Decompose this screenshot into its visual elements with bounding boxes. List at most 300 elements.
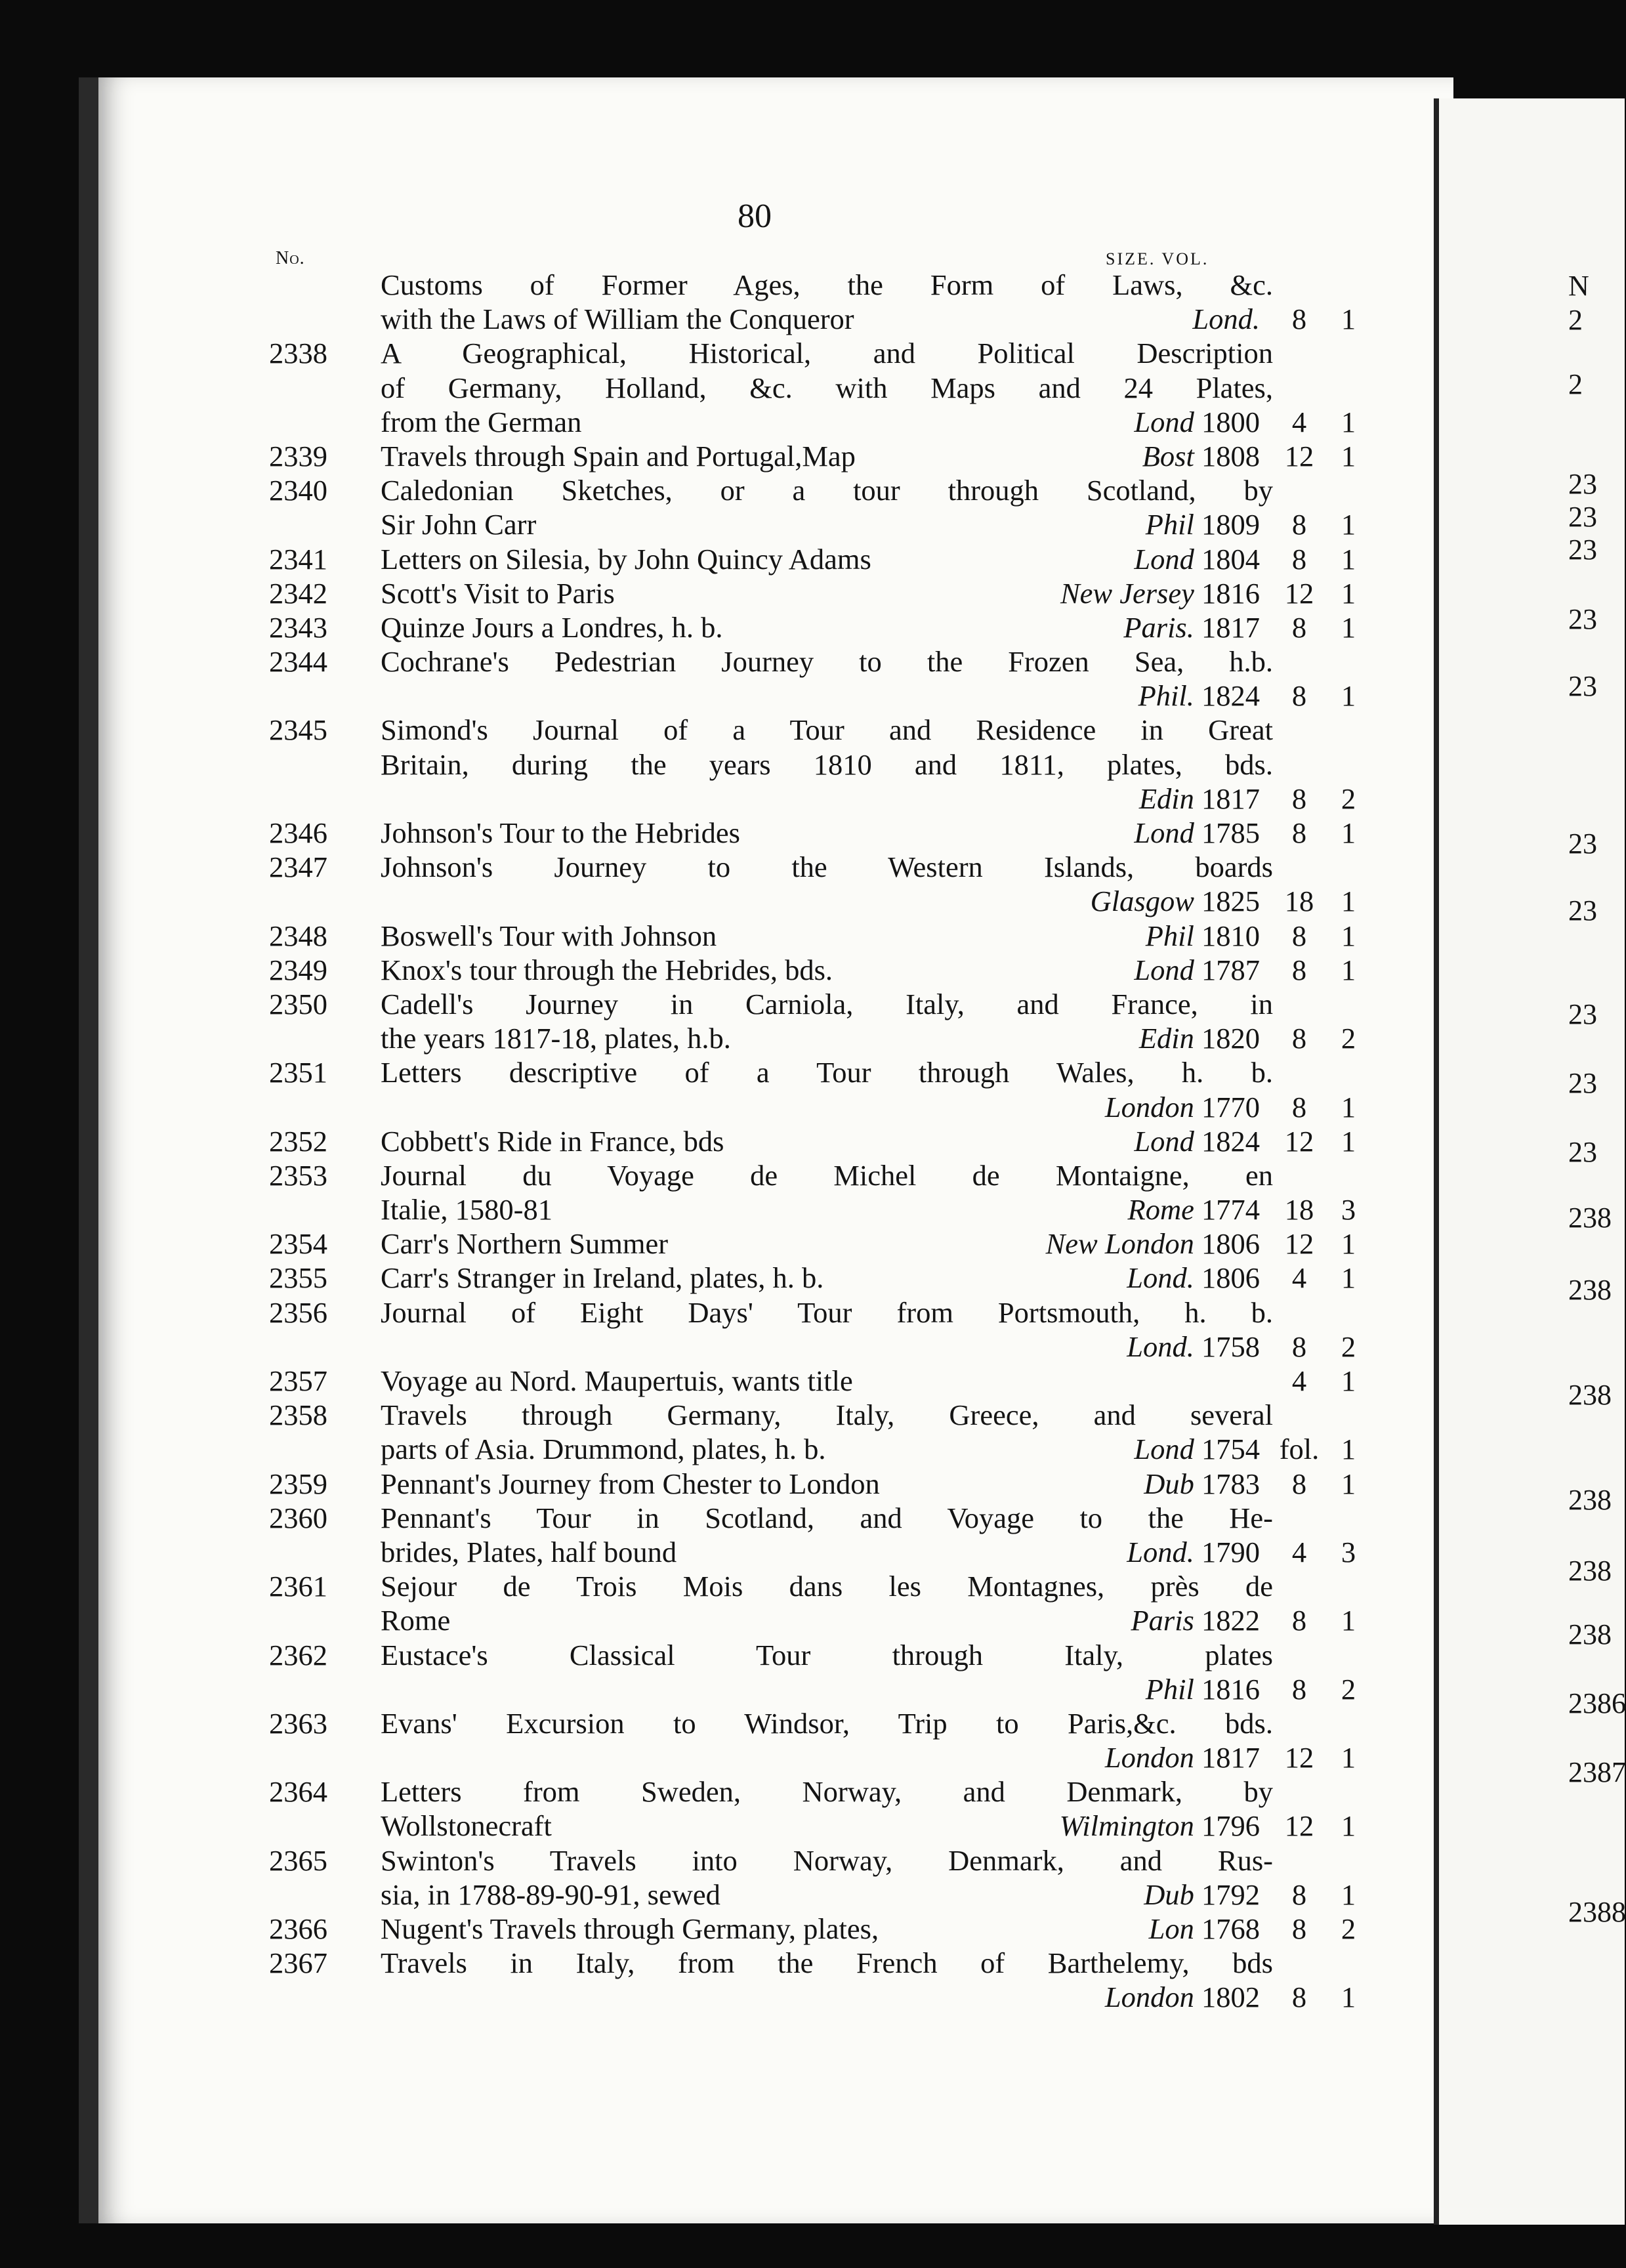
entry-volumes: 1 — [1341, 1090, 1356, 1124]
entry-line — [269, 1740, 1356, 1774]
right-page-entry-number: 23 — [1568, 998, 1597, 1030]
entry-title-line: Travels through Spain and Portugal,Map — [381, 439, 856, 472]
entry-imprint — [801, 1124, 1260, 1158]
entry-year: 1790 — [1194, 1535, 1260, 1568]
catalogue-entry — [269, 987, 1356, 1055]
entry-imprint — [801, 1535, 1260, 1569]
entry-number: 2366 — [269, 1912, 327, 1945]
entry-size: 8 — [1291, 1981, 1307, 2014]
right-page-entry-number: 23 — [1568, 828, 1597, 860]
entry-title-line: Swinton's Travels into Norway, Denmark, and Rus- — [381, 1843, 1273, 1877]
entry-volumes: 2 — [1341, 782, 1356, 815]
entry-number: 2341 — [269, 542, 327, 576]
entry-line — [269, 1021, 1356, 1055]
entry-volumes: 1 — [1341, 885, 1356, 918]
entry-place: Wilmington — [1059, 1809, 1194, 1843]
entry-volumes: 2 — [1341, 1912, 1356, 1945]
entry-place: Paris — [1131, 1604, 1194, 1637]
entry-size: 8 — [1291, 1912, 1307, 1945]
entry-volumes: 1 — [1341, 576, 1356, 610]
entry-volumes: 1 — [1341, 1981, 1356, 2014]
entry-imprint — [801, 1227, 1260, 1261]
entry-line — [269, 1809, 1356, 1843]
entry-number: 2347 — [269, 850, 327, 884]
entry-year: 1758 — [1194, 1330, 1260, 1363]
entry-number: 2352 — [269, 1124, 327, 1158]
entry-year: 1809 — [1194, 508, 1260, 541]
entry-imprint — [801, 1330, 1260, 1364]
entry-imprint — [801, 782, 1260, 816]
entry-place: London — [1104, 1090, 1194, 1124]
entry-line — [269, 713, 1273, 747]
entry-number: 2350 — [269, 987, 327, 1020]
entry-line — [269, 953, 1356, 987]
entry-line — [269, 884, 1356, 918]
right-page-entry-number: 238 — [1568, 1555, 1612, 1587]
entry-line — [269, 1569, 1273, 1603]
entry-year: 1825 — [1194, 885, 1260, 918]
entry-size: 8 — [1291, 953, 1307, 986]
catalogue-entry — [269, 1227, 1356, 1261]
entry-volumes: 1 — [1341, 1809, 1356, 1843]
right-page-entry-number: 23 — [1568, 603, 1597, 635]
entry-place: Rome — [1127, 1193, 1194, 1227]
entry-imprint — [801, 919, 1260, 953]
entry-line — [269, 1467, 1356, 1501]
entry-volumes: 1 — [1341, 1261, 1356, 1295]
entry-size: 8 — [1291, 610, 1307, 644]
entry-size: 8 — [1291, 679, 1307, 713]
entry-number: 2362 — [269, 1638, 327, 1671]
catalogue-entry — [269, 1843, 1356, 1912]
entry-title-line: sia, in 1788-89-90-91, sewed — [381, 1878, 720, 1911]
entry-line — [269, 371, 1273, 405]
entry-title-line: Boswell's Tour with Johnson — [381, 919, 717, 952]
entry-volumes: 1 — [1341, 1741, 1356, 1774]
catalogue-entry — [269, 1398, 1356, 1466]
entry-title-line: Travels in Italy, from the French of Barthelemy, bds — [381, 1946, 1273, 1980]
entry-line — [269, 1672, 1356, 1706]
catalogue-entry — [269, 953, 1356, 987]
catalogue-entry — [269, 1501, 1356, 1569]
entry-year: 1802 — [1194, 1981, 1260, 2014]
entry-title-line: Carr's Stranger in Ireland, plates, h. b. — [381, 1261, 824, 1295]
entry-line — [269, 1158, 1273, 1192]
entry-year: 1770 — [1194, 1090, 1260, 1124]
entry-title-line: Journal of Eight Days' Tour from Portsmouth, h. b. — [381, 1295, 1273, 1329]
entry-imprint — [801, 1912, 1260, 1946]
entry-line — [269, 1055, 1273, 1089]
entry-line — [269, 1980, 1356, 2014]
entry-year: 1796 — [1194, 1809, 1260, 1843]
entry-size: 18 — [1284, 885, 1314, 918]
entry-title-line: Pennant's Tour in Scotland, and Voyage to the He- — [381, 1501, 1273, 1534]
entry-place: Phil — [1145, 508, 1194, 541]
entry-size: 8 — [1291, 303, 1307, 336]
entry-imprint — [801, 439, 1260, 473]
entry-line — [269, 576, 1356, 610]
entry-place: Lond. — [1127, 1535, 1194, 1568]
entry-line — [269, 816, 1356, 850]
catalogue-entry — [269, 1912, 1356, 1946]
entry-title-line: Johnson's Tour to the Hebrides — [381, 816, 740, 849]
entry-volumes: 1 — [1341, 1467, 1356, 1500]
catalogue-entry — [269, 473, 1356, 541]
entry-line — [269, 542, 1356, 576]
entry-size: 12 — [1284, 1227, 1314, 1261]
catalogue-entry — [269, 644, 1356, 713]
right-page-entry-number: 23 — [1568, 468, 1597, 500]
catalogue-entry — [269, 439, 1356, 473]
entry-number: 2338 — [269, 337, 327, 370]
entry-year: 1810 — [1194, 919, 1260, 952]
right-page-entry-number: 238 — [1568, 1274, 1612, 1306]
catalogue-entry — [269, 542, 1356, 576]
entry-imprint — [801, 1740, 1260, 1774]
entry-number: 2361 — [269, 1570, 327, 1603]
entry-title-line: Caledonian Sketches, or a tour through Scotland, by — [381, 474, 1273, 507]
entry-title-line: Scott's Visit to Paris — [381, 576, 615, 610]
entry-volumes: 1 — [1341, 1878, 1356, 1911]
entry-volumes: 1 — [1341, 405, 1356, 438]
entry-place: Dub — [1144, 1467, 1194, 1500]
entry-line — [269, 747, 1273, 782]
entry-place: Edin — [1138, 1022, 1194, 1055]
entry-line — [269, 850, 1273, 884]
entry-number: 2349 — [269, 953, 327, 986]
entry-year: 1774 — [1194, 1193, 1260, 1227]
entry-year: 1816 — [1194, 576, 1260, 610]
entry-line — [269, 987, 1273, 1021]
entry-title-line: parts of Asia. Drummond, plates, h. b. — [381, 1433, 826, 1466]
entry-size: 12 — [1284, 576, 1314, 610]
entry-title-line: Eustace's Classical Tour through Italy, plates — [381, 1638, 1273, 1671]
entry-number: 2357 — [269, 1364, 327, 1397]
entry-imprint — [801, 1432, 1260, 1466]
entry-imprint — [801, 816, 1260, 850]
entry-place: Glasgow — [1090, 885, 1194, 918]
entry-number: 2351 — [269, 1056, 327, 1089]
entry-title-line: Voyage au Nord. Maupertuis, wants title — [381, 1364, 853, 1397]
right-page-entry-number: 238 — [1568, 1484, 1612, 1516]
entry-year: 1783 — [1194, 1467, 1260, 1500]
right-page-entry-number: 23 — [1568, 670, 1597, 702]
entry-year: 1792 — [1194, 1878, 1260, 1911]
entry-place: London — [1104, 1741, 1194, 1774]
entry-line — [269, 1364, 1356, 1398]
entry-title-line: Cadell's Journey in Carniola, Italy, and France, in — [381, 987, 1273, 1020]
right-page-entry-number: 23 — [1568, 894, 1597, 927]
entry-volumes: 1 — [1341, 610, 1356, 644]
entry-number: 2367 — [269, 1946, 327, 1980]
entry-size: 12 — [1284, 439, 1314, 472]
entry-line — [269, 1535, 1356, 1569]
entry-number: 2342 — [269, 576, 327, 610]
entry-line — [269, 1603, 1356, 1637]
entry-volumes: 1 — [1341, 1364, 1356, 1397]
entry-volumes: 1 — [1341, 303, 1356, 336]
entry-year: 1822 — [1194, 1604, 1260, 1637]
catalogue-entry — [269, 1364, 1356, 1398]
entry-number: 2340 — [269, 474, 327, 507]
entry-title-line: Pennant's Journey from Chester to London — [381, 1467, 880, 1500]
entry-imprint — [801, 1980, 1260, 2014]
entry-line — [269, 1912, 1356, 1946]
entry-line — [269, 1124, 1356, 1158]
catalogue-entry — [269, 713, 1356, 816]
entry-year: 1768 — [1194, 1912, 1260, 1945]
right-page-entry-number: 2 — [1568, 368, 1583, 400]
entry-line — [269, 1706, 1273, 1740]
entry-number: 2353 — [269, 1158, 327, 1192]
entry-imprint — [801, 884, 1260, 918]
entry-size: 8 — [1291, 1022, 1307, 1055]
entry-number: 2343 — [269, 610, 327, 644]
entry-imprint — [801, 1090, 1260, 1124]
catalogue-entry — [269, 1295, 1356, 1364]
entry-title-line: Quinze Jours a Londres, h. b. — [381, 610, 723, 644]
right-page-entry-number: 23 — [1568, 534, 1597, 566]
column-header-no: No. — [276, 248, 305, 268]
entry-line — [269, 782, 1356, 816]
entry-size: 8 — [1291, 919, 1307, 952]
entry-number: 2356 — [269, 1295, 327, 1329]
entry-line — [269, 336, 1273, 370]
entry-title-line: brides, Plates, half bound — [381, 1535, 677, 1568]
entry-line — [269, 679, 1356, 713]
catalogue-entry — [269, 576, 1356, 610]
entry-size: 8 — [1291, 1672, 1307, 1706]
catalogue-entry — [269, 1158, 1356, 1227]
entry-line — [269, 1774, 1273, 1809]
entry-title-line: A Geographical, Historical, and Political Description — [381, 337, 1273, 370]
entry-size: 8 — [1291, 816, 1307, 849]
entry-line — [269, 1843, 1273, 1878]
catalogue-entry — [269, 1467, 1356, 1501]
entry-line — [269, 644, 1273, 679]
catalogue-entry — [269, 919, 1356, 953]
entry-size: 8 — [1291, 1878, 1307, 1911]
catalogue-entry — [269, 1569, 1356, 1637]
entry-title-line: the years 1817-18, plates, h.b. — [381, 1022, 731, 1055]
entry-number: 2346 — [269, 816, 327, 849]
entry-volumes: 1 — [1341, 439, 1356, 472]
entry-imprint — [801, 507, 1260, 541]
entry-number: 2360 — [269, 1501, 327, 1534]
entry-line — [269, 1432, 1356, 1466]
entry-line — [269, 1227, 1356, 1261]
entry-title-line: of Germany, Holland, &c. with Maps and 24 Plates, — [381, 371, 1273, 404]
entry-line — [269, 439, 1356, 473]
entry-imprint — [801, 1192, 1260, 1227]
right-page-entry-number: 2387 — [1568, 1756, 1626, 1788]
entry-imprint — [801, 953, 1260, 987]
entry-volumes: 2 — [1341, 1022, 1356, 1055]
entry-place: Phil. — [1138, 679, 1194, 713]
catalogue-entry — [269, 336, 1356, 439]
entry-size: 8 — [1291, 1467, 1307, 1500]
entry-place: Phil — [1145, 1672, 1194, 1706]
entry-volumes: 1 — [1341, 1604, 1356, 1637]
right-page-entry-number: 23 — [1568, 1136, 1597, 1168]
page-number: 80 — [738, 198, 772, 235]
entry-place: Dub — [1144, 1878, 1194, 1911]
entry-year: 1785 — [1194, 816, 1260, 849]
entry-year: 1804 — [1194, 542, 1260, 576]
entry-place: Edin — [1138, 782, 1194, 815]
entry-place: Lon — [1148, 1912, 1194, 1945]
entry-title-line: Cobbett's Ride in France, bds — [381, 1124, 724, 1158]
entry-line — [269, 1946, 1273, 1980]
entry-number: 2358 — [269, 1398, 327, 1432]
entry-title-line: Letters from Sweden, Norway, and Denmark, by — [381, 1775, 1273, 1809]
entry-year: 1787 — [1194, 953, 1260, 986]
entry-place: Paris. — [1123, 610, 1194, 644]
entry-imprint — [801, 1809, 1260, 1843]
entry-imprint — [801, 1672, 1260, 1706]
entry-volumes: 1 — [1341, 679, 1356, 713]
column-header-size-vol: SIZE. VOL. — [1106, 249, 1209, 268]
entry-size: fol. — [1279, 1433, 1320, 1466]
entry-volumes: 2 — [1341, 1672, 1356, 1706]
entry-title-line: Knox's tour through the Hebrides, bds. — [381, 953, 833, 986]
entry-title-line: Travels through Germany, Italy, Greece, and several — [381, 1398, 1273, 1432]
entry-place: Phil — [1145, 919, 1194, 952]
entry-volumes: 3 — [1341, 1193, 1356, 1227]
entry-title-line: Nugent's Travels through Germany, plates, — [381, 1912, 879, 1945]
entry-volumes: 1 — [1341, 508, 1356, 541]
entry-number: 2344 — [269, 645, 327, 679]
entry-number: 2359 — [269, 1467, 327, 1500]
entry-place: New London — [1045, 1227, 1194, 1261]
catalogue-entry — [269, 1055, 1356, 1124]
entry-title-line: Britain, during the years 1810 and 1811, plates, bds. — [381, 747, 1273, 781]
entry-volumes: 1 — [1341, 1227, 1356, 1261]
entry-size: 18 — [1284, 1193, 1314, 1227]
entry-number: 2348 — [269, 919, 327, 952]
entry-place: Lond — [1134, 1433, 1194, 1466]
right-page-entry-number: 2388 — [1568, 1896, 1626, 1928]
entry-volumes: 1 — [1341, 816, 1356, 849]
entry-title-line: Johnson's Journey to the Western Islands, boards — [381, 850, 1273, 884]
right-page-entry-number: 238 — [1568, 1379, 1612, 1411]
entry-line — [269, 405, 1356, 439]
entry-size: 12 — [1284, 1741, 1314, 1774]
entry-title-line: Letters on Silesia, by John Quincy Adams — [381, 542, 871, 576]
catalogue-entry — [269, 816, 1356, 850]
entry-line — [269, 1638, 1273, 1672]
entry-title-line: Journal du Voyage de Michel de Montaigne, en — [381, 1158, 1273, 1192]
entry-year: 1817 — [1194, 782, 1260, 815]
entry-volumes: 1 — [1341, 1124, 1356, 1158]
entry-volumes: 3 — [1341, 1535, 1356, 1568]
entry-size: 4 — [1291, 1535, 1307, 1568]
entry-year: 1806 — [1194, 1261, 1260, 1295]
catalogue-entry — [269, 1706, 1356, 1774]
entry-number: 2339 — [269, 439, 327, 472]
entry-imprint — [801, 542, 1260, 576]
entry-year: 1800 — [1194, 405, 1260, 438]
entry-place: Lond — [1134, 542, 1194, 576]
catalogue-entry — [269, 1638, 1356, 1706]
entry-year: 1816 — [1194, 1672, 1260, 1706]
entry-volumes: 1 — [1341, 1433, 1356, 1466]
entry-title-line: Cochrane's Pedestrian Journey to the Frozen Sea, h.b. — [381, 645, 1273, 679]
entry-imprint — [801, 302, 1260, 336]
right-page-entry-number: 23 — [1568, 1067, 1597, 1099]
entry-line — [269, 1192, 1356, 1227]
entry-place: Lond — [1134, 953, 1194, 986]
entry-line — [269, 1330, 1356, 1364]
entry-year: 1820 — [1194, 1022, 1260, 1055]
catalogue-entries — [269, 268, 1356, 2015]
entry-volumes: 1 — [1341, 542, 1356, 576]
entry-title-line: Simond's Journal of a Tour and Residence in Great — [381, 713, 1273, 747]
entry-title-line: Evans' Excursion to Windsor, Trip to Paris,&c. bds. — [381, 1706, 1273, 1740]
entry-size: 12 — [1284, 1124, 1314, 1158]
entry-size: 4 — [1291, 1261, 1307, 1295]
entry-line — [269, 1295, 1273, 1330]
entry-line — [269, 610, 1356, 644]
entry-volumes: 1 — [1341, 953, 1356, 986]
entry-title-line: Carr's Northern Summer — [381, 1227, 669, 1261]
entry-imprint — [801, 610, 1260, 644]
right-page-entry-number: 2386 — [1568, 1687, 1626, 1719]
entry-title-line: Italie, 1580-81 — [381, 1193, 552, 1227]
entry-line — [269, 1090, 1356, 1124]
entry-line — [269, 1398, 1273, 1432]
entry-size: 8 — [1291, 508, 1307, 541]
entry-place: New Jersey — [1060, 576, 1194, 610]
entry-line — [269, 1501, 1273, 1535]
entry-imprint — [801, 1021, 1260, 1055]
catalogue-entry — [269, 1946, 1356, 2014]
entry-size: 4 — [1291, 1364, 1307, 1397]
entry-size: 8 — [1291, 1604, 1307, 1637]
entry-year: 1754 — [1194, 1433, 1260, 1466]
entry-place: Lond — [1134, 1124, 1194, 1158]
entry-volumes: 2 — [1341, 1330, 1356, 1363]
catalogue-entry — [269, 268, 1356, 336]
entry-number: 2345 — [269, 713, 327, 747]
right-page-entry-number: N — [1568, 270, 1589, 302]
entry-imprint — [801, 576, 1260, 610]
entry-title-line: from the German — [381, 405, 582, 438]
entry-line — [269, 302, 1356, 336]
entry-year: 1808 — [1194, 439, 1260, 472]
entry-imprint — [801, 679, 1260, 713]
catalogue-entry — [269, 850, 1356, 918]
entry-place: London — [1104, 1981, 1194, 2014]
entry-line — [269, 507, 1356, 541]
entry-size: 4 — [1291, 405, 1307, 438]
entry-year: 1806 — [1194, 1227, 1260, 1261]
entry-imprint — [801, 1603, 1260, 1637]
entry-place: Lond — [1134, 816, 1194, 849]
entry-place: Lond. — [1192, 303, 1260, 336]
entry-size: 12 — [1284, 1809, 1314, 1843]
entry-title-line: Wollstonecraft — [381, 1809, 552, 1843]
right-page-entry-number: 238 — [1568, 1202, 1612, 1234]
catalogue-entry — [269, 1261, 1356, 1295]
entry-year: 1824 — [1194, 679, 1260, 713]
entry-imprint — [801, 1261, 1260, 1295]
entry-year: 1817 — [1194, 1741, 1260, 1774]
entry-title-line: Customs of Former Ages, the Form of Laws, &c. — [381, 268, 1273, 301]
entry-volumes: 1 — [1341, 919, 1356, 952]
entry-place: Lond. — [1127, 1330, 1194, 1363]
entry-number: 2365 — [269, 1843, 327, 1877]
